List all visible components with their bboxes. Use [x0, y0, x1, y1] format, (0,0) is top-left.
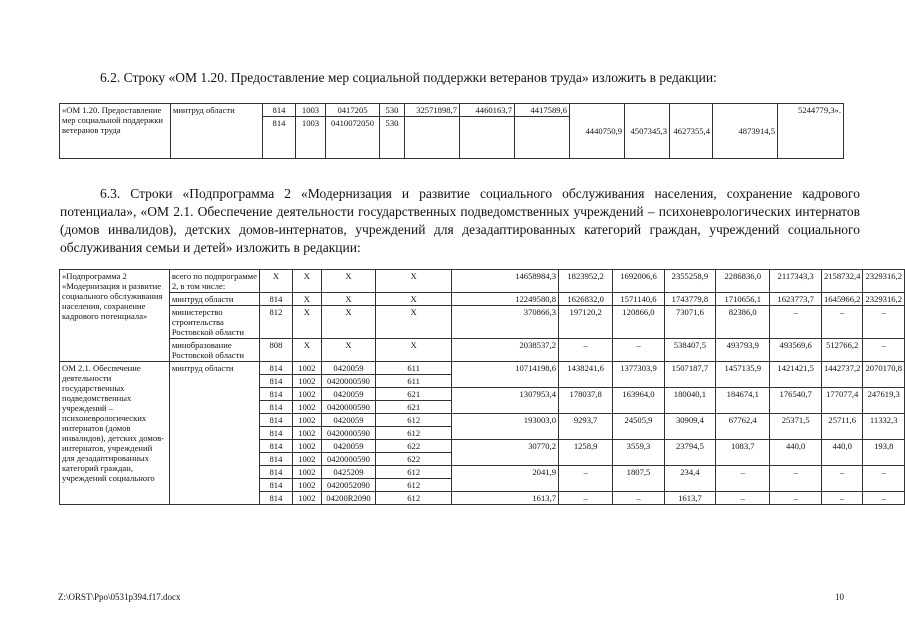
value-cell: 1692006,6 [613, 270, 664, 293]
value-cell: 24505,9 [613, 414, 664, 440]
code-cell: 1002 [292, 453, 322, 466]
value-cell: 440,0 [770, 440, 822, 466]
code-cell: 814 [260, 293, 292, 306]
value-cell: 67762,4 [716, 414, 770, 440]
value-cell: 4440750,9 [570, 104, 625, 159]
value-cell: 73071,6 [664, 306, 715, 339]
value-cell: 2041,9 [452, 466, 559, 492]
value-cell: 2070170,8 [863, 362, 905, 388]
code-cell: 0420000590 [322, 375, 376, 388]
value-cell: – [770, 306, 822, 339]
code-cell: 812 [260, 306, 292, 339]
value-cell: 1442737,2 [821, 362, 863, 388]
code-cell: 612 [375, 479, 452, 492]
code-cell: 1002 [292, 388, 322, 401]
code-cell: 0410072050 [326, 117, 380, 159]
code-cell: 0420000590 [322, 453, 376, 466]
value-cell: 11332,3 [863, 414, 905, 440]
code-cell: Х [375, 339, 452, 362]
code-cell: 0420059 [322, 440, 376, 453]
code-cell: 814 [263, 117, 296, 159]
value-cell: 32571898,7 [405, 104, 460, 117]
value-cell: 1613,7 [452, 492, 559, 505]
value-cell: 4507345,3 [625, 104, 670, 159]
code-cell: 814 [260, 375, 292, 388]
code-cell: 612 [375, 466, 452, 479]
value-cell: – [863, 306, 905, 339]
value-cell: 5244779,3». [778, 104, 844, 159]
value-cell: 23794,5 [664, 440, 715, 466]
value-cell: 1823952,2 [559, 270, 613, 293]
value-cell: 1613,7 [664, 492, 715, 505]
code-cell: Х [375, 293, 452, 306]
code-cell: Х [292, 339, 322, 362]
value-cell: 163964,0 [613, 388, 664, 414]
code-cell: 04200R2090 [322, 492, 376, 505]
code-cell: 0420059 [322, 388, 376, 401]
value-cell: – [821, 306, 863, 339]
value-cell: 1507187,7 [664, 362, 715, 388]
section-6-2-heading: 6.2. Строку «ОМ 1.20. Предоставление мер социальной поддержки ветеранов труда» изложить в редакции: [100, 70, 717, 85]
code-cell: 0420052090 [322, 479, 376, 492]
code-cell: 621 [375, 401, 452, 414]
value-cell: 1438241,6 [559, 362, 613, 388]
value-cell: 25711,6 [821, 414, 863, 440]
value-cell: 82386,0 [716, 306, 770, 339]
om-2-1-name: ОМ 2.1. Обеспечение деятельности государственных подведомственных учреждений – психоневрологических интернатов (домов инвалидов), детских домов-интернатов, учреждений для дезадаптированных категорий граждан, учреждений социального [60, 362, 170, 505]
page-number: 10 [835, 592, 844, 602]
code-cell: 1002 [292, 440, 322, 453]
code-cell: 1002 [292, 466, 322, 479]
table-row [60, 270, 905, 293]
value-cell: 1571140,6 [613, 293, 664, 306]
executor-cell: минтруд области [169, 293, 260, 306]
code-cell: 814 [260, 362, 292, 375]
footer-path: Z:\ORST\Ppo\0531p394.f17.docx [58, 592, 181, 602]
value-cell: 1377303,9 [613, 362, 664, 388]
value-cell: 197120,2 [559, 306, 613, 339]
code-cell: 0420000590 [322, 401, 376, 414]
code-cell: 814 [260, 414, 292, 427]
value-cell: 9293,7 [559, 414, 613, 440]
executor-cell: минтруд области [169, 362, 260, 505]
value-cell: 184674,1 [716, 388, 770, 414]
value-cell: 4417589,6 [515, 104, 570, 117]
value-cell: – [716, 492, 770, 505]
code-cell: 814 [260, 440, 292, 453]
value-cell: 2158732,4 [821, 270, 863, 293]
value-cell: – [613, 339, 664, 362]
row-name: «ОМ 1.20. Предоставление мер социальной поддержки ветеранов труда [60, 104, 171, 159]
value-cell: 1258,9 [559, 440, 613, 466]
value-cell: 178037,8 [559, 388, 613, 414]
table-row [60, 293, 905, 306]
value-cell: 1626832,0 [559, 293, 613, 306]
value-cell: 1710656,1 [716, 293, 770, 306]
code-cell: 0420059 [322, 414, 376, 427]
code-cell: Х [322, 293, 376, 306]
code-cell: 530 [380, 104, 405, 117]
code-cell: Х [322, 306, 376, 339]
code-cell: Х [375, 306, 452, 339]
table-row [60, 104, 844, 117]
section-6-3-heading: 6.3. Строки «Подпрограмма 2 «Модернизация и развитие социального обслуживания населения, сохранение кадрового потенциала», «ОМ 2.1. Обеспечение деятельности государственных подведомственных учреждений – психоневрологических интернатов (домов инвалидов), детских домов-интернатов, учреждений для дезадаптированных категорий граждан, учреждений социального обслуживания семьи и детей» изложить в редакции: [60, 186, 860, 255]
value-cell: 538407,5 [664, 339, 715, 362]
code-cell: 814 [260, 388, 292, 401]
value-cell: 1807,5 [613, 466, 664, 492]
value-cell: – [559, 492, 613, 505]
code-cell: Х [322, 270, 376, 293]
code-cell: 0417205 [326, 104, 380, 117]
value-cell: – [821, 492, 863, 505]
value-cell: 4873914,5 [713, 104, 778, 159]
code-cell: 612 [375, 427, 452, 440]
code-cell: 0420000590 [322, 427, 376, 440]
table-row [60, 362, 905, 375]
value-cell: 1645966,2 [821, 293, 863, 306]
code-cell: 808 [260, 339, 292, 362]
code-cell: 611 [375, 375, 452, 388]
code-cell: 814 [263, 104, 296, 117]
code-cell: Х [375, 270, 452, 293]
code-cell: 1002 [292, 414, 322, 427]
value-cell: – [770, 466, 822, 492]
value-cell: 2286836,0 [716, 270, 770, 293]
value-cell: 10714198,6 [452, 362, 559, 388]
code-cell: 1002 [292, 362, 322, 375]
value-cell: 2038537,2 [452, 339, 559, 362]
value-cell: 180040,1 [664, 388, 715, 414]
value-cell: 493793,9 [716, 339, 770, 362]
code-cell: 622 [375, 453, 452, 466]
value-cell: – [770, 492, 822, 505]
code-cell: 530 [380, 117, 405, 159]
value-cell: 2117343,3 [770, 270, 822, 293]
value-cell: 120866,0 [613, 306, 664, 339]
value-cell: 3559,3 [613, 440, 664, 466]
value-cell: 2329316,2 [863, 293, 905, 306]
code-cell: 612 [375, 492, 452, 505]
value-cell: 14658984,3 [452, 270, 559, 293]
value-cell: 176540,7 [770, 388, 822, 414]
value-cell: 1083,7 [716, 440, 770, 466]
code-cell: 622 [375, 440, 452, 453]
code-cell: Х [292, 293, 322, 306]
code-cell: 621 [375, 388, 452, 401]
value-cell: 1743779,8 [664, 293, 715, 306]
code-cell: Х [322, 339, 376, 362]
value-cell: 2355258,9 [664, 270, 715, 293]
value-cell: – [863, 492, 905, 505]
value-cell: – [559, 339, 613, 362]
value-cell: 4460163,7 [460, 104, 515, 117]
code-cell: 1002 [292, 401, 322, 414]
table-row [60, 339, 905, 362]
value-cell: – [821, 466, 863, 492]
code-cell: 1002 [292, 492, 322, 505]
value-cell: 234,4 [664, 466, 715, 492]
table-row [60, 306, 905, 339]
code-cell: 0420059 [322, 362, 376, 375]
table-om-1-20 [59, 103, 844, 159]
value-cell: – [863, 339, 905, 362]
value-cell: 1421421,5 [770, 362, 822, 388]
value-cell: 1623773,7 [770, 293, 822, 306]
value-cell: 12249580,8 [452, 293, 559, 306]
value-cell: – [613, 492, 664, 505]
value-cell: – [863, 466, 905, 492]
value-cell: 2329316,2 [863, 270, 905, 293]
code-cell: 1003 [296, 104, 326, 117]
table-subprogram-2 [59, 269, 905, 505]
value-cell: 1457135,9 [716, 362, 770, 388]
code-cell: 814 [260, 427, 292, 440]
code-cell: Х [292, 306, 322, 339]
value-cell: 30909,4 [664, 414, 715, 440]
code-cell: 0425209 [322, 466, 376, 479]
code-cell: 612 [375, 414, 452, 427]
value-cell: 30770,2 [452, 440, 559, 466]
code-cell: 1003 [296, 117, 326, 159]
value-cell: 493569,6 [770, 339, 822, 362]
value-cell: 4627355,4 [670, 104, 713, 159]
executor-cell: министерство строительства Ростовской области [169, 306, 260, 339]
code-cell: 1002 [292, 479, 322, 492]
subprogram-name: «Подпрограмма 2 «Модернизация и развитие социального обслуживания населения, сохранение кадрового потенциала» [60, 270, 170, 362]
executor-cell: всего по подпрограмме 2, в том числе: [169, 270, 260, 293]
code-cell: Х [260, 270, 292, 293]
code-cell: 814 [260, 453, 292, 466]
value-cell: 512766,2 [821, 339, 863, 362]
code-cell: 1002 [292, 427, 322, 440]
value-cell: 440,0 [821, 440, 863, 466]
code-cell: 814 [260, 479, 292, 492]
value-cell: 177077,4 [821, 388, 863, 414]
value-cell: – [559, 466, 613, 492]
executor-cell: минобразование Ростовской области [169, 339, 260, 362]
value-cell: 25371,5 [770, 414, 822, 440]
value-cell: 247619,3 [863, 388, 905, 414]
code-cell: 814 [260, 401, 292, 414]
code-cell: 814 [260, 466, 292, 479]
value-cell: 1307953,4 [452, 388, 559, 414]
value-cell: 193,8 [863, 440, 905, 466]
code-cell: Х [292, 270, 322, 293]
value-cell: 193003,0 [452, 414, 559, 440]
code-cell: 1002 [292, 375, 322, 388]
value-cell: 370866,3 [452, 306, 559, 339]
code-cell: 611 [375, 362, 452, 375]
row-executor: минтруд области [171, 104, 263, 159]
value-cell: – [716, 466, 770, 492]
code-cell: 814 [260, 492, 292, 505]
